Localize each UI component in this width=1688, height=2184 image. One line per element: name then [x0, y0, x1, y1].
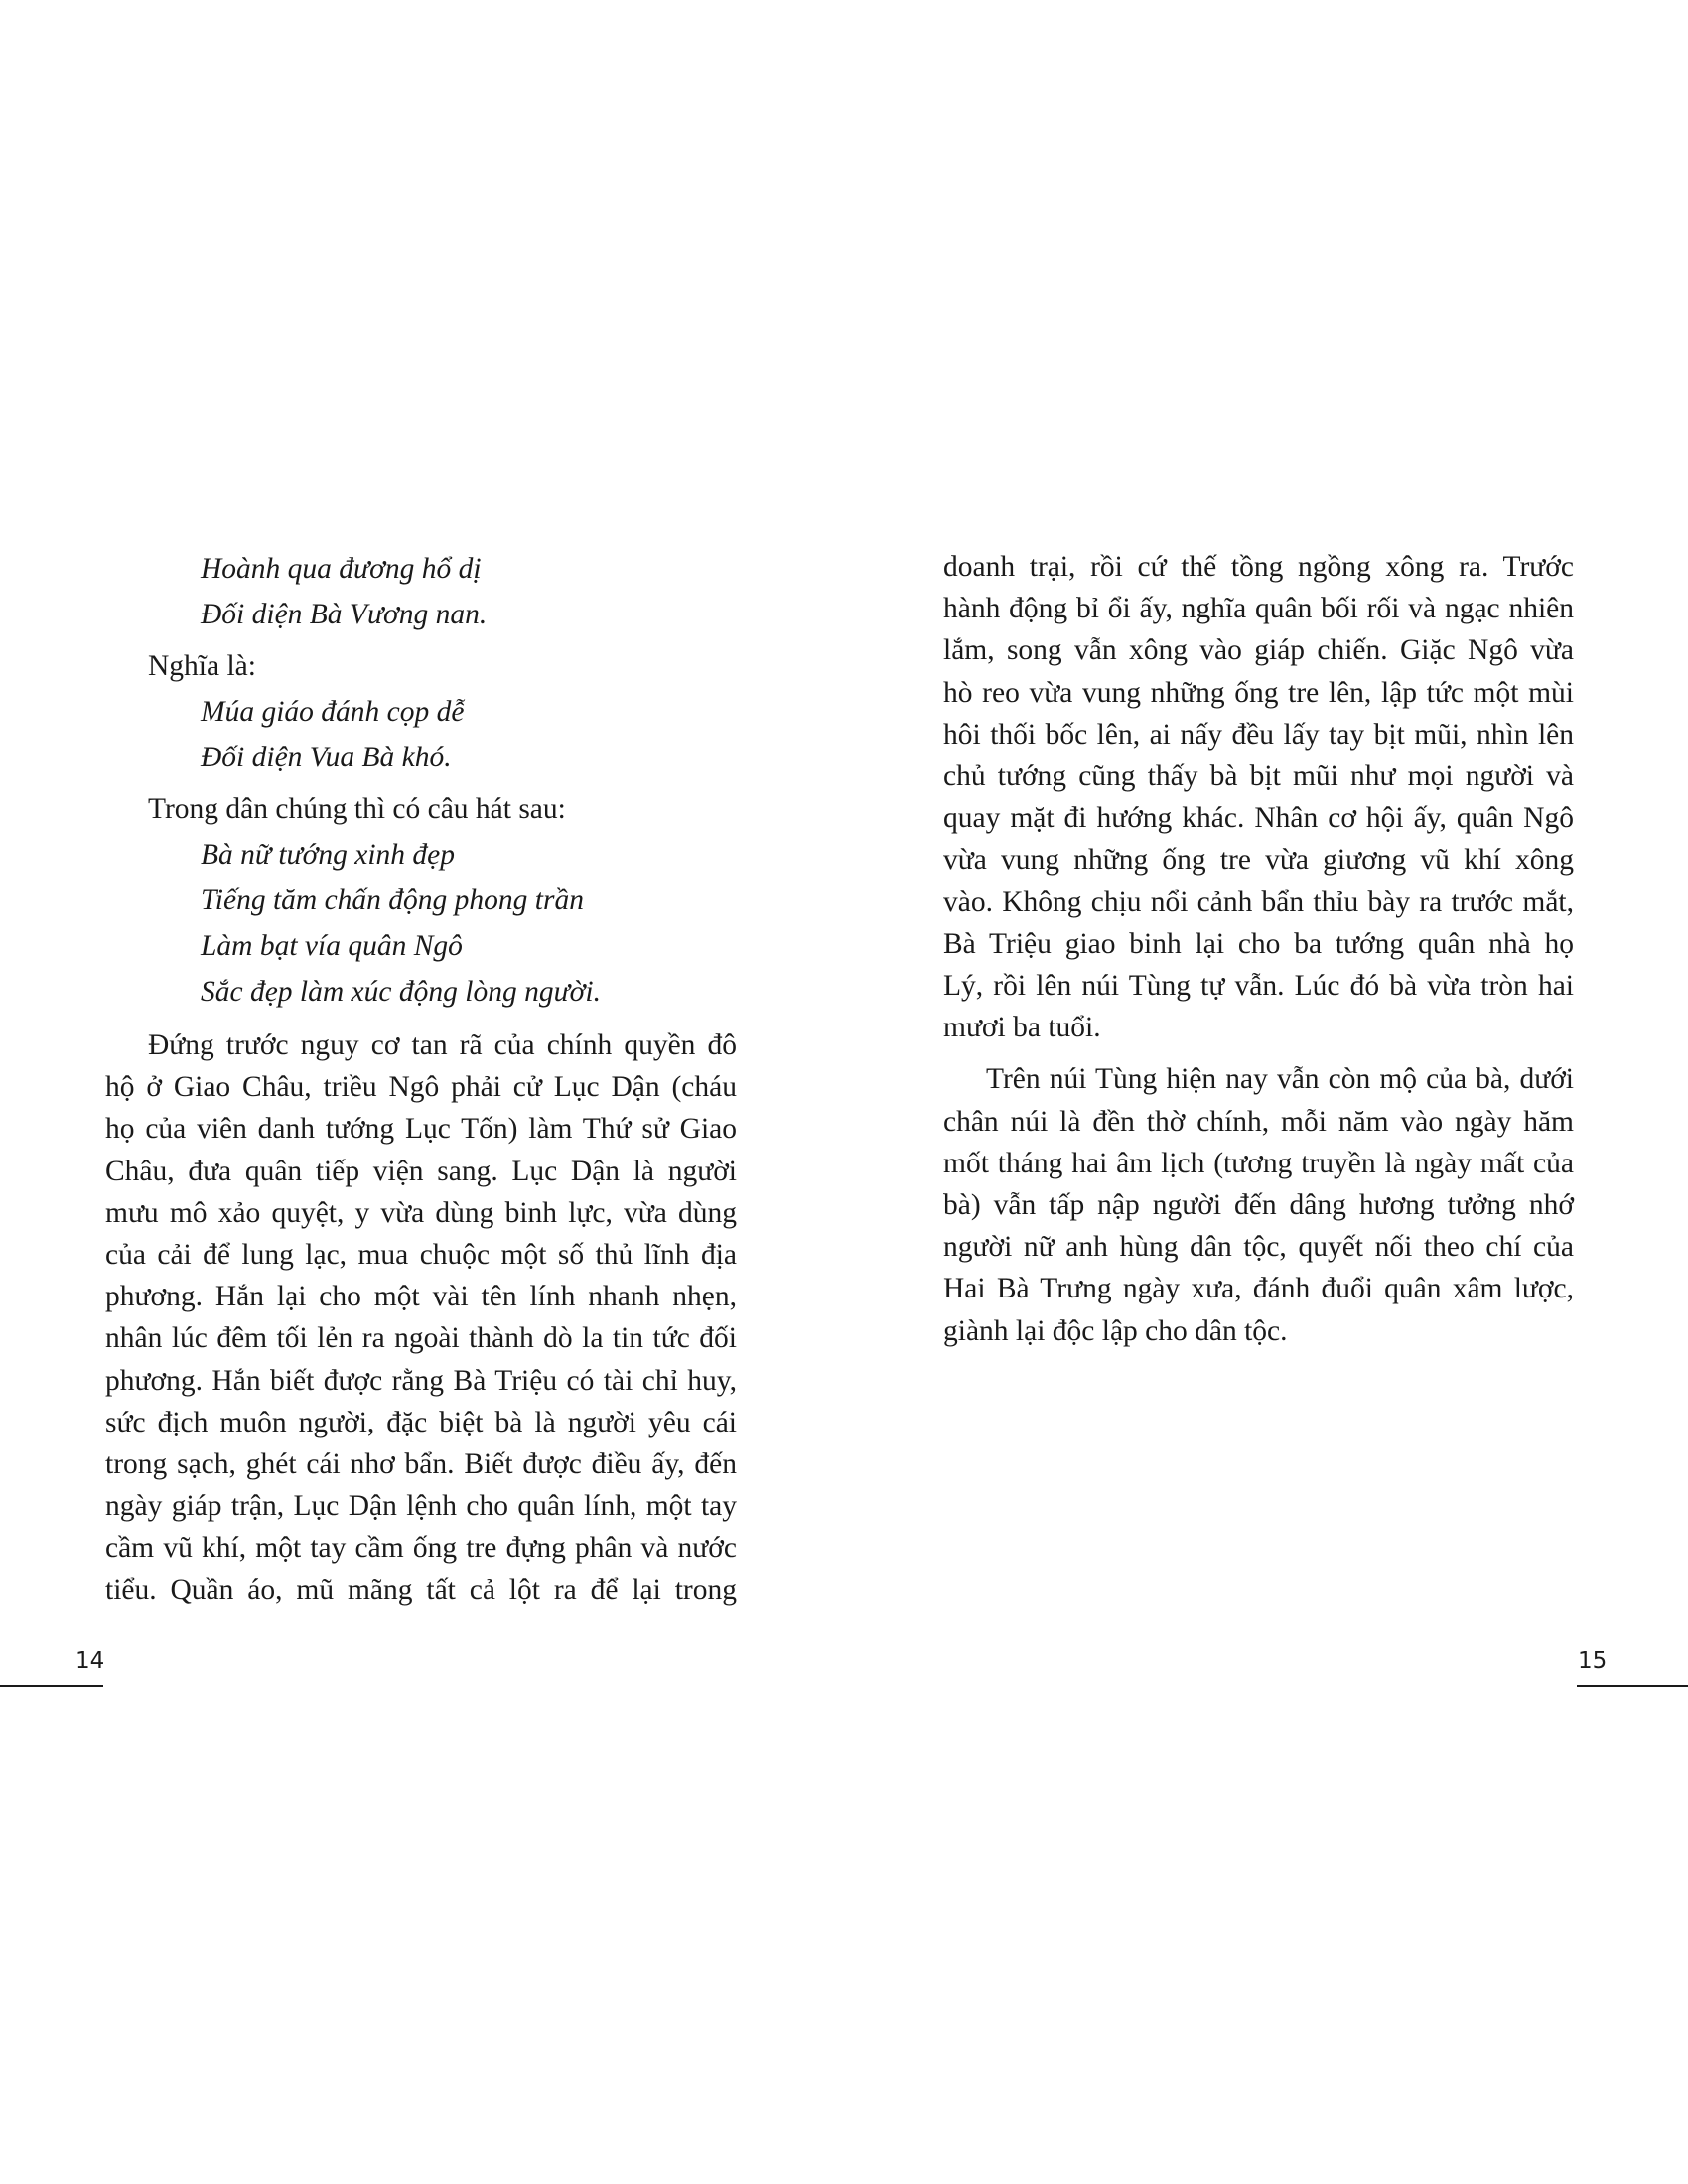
right-page: [943, 546, 1574, 1352]
verse-intro: Nghĩa là:: [148, 650, 256, 682]
body-line: sức địch muôn người, đặc biệt bà là người yêu cái: [105, 1406, 737, 1438]
body-line: hộ ở Giao Châu, triều Ngô phải cử Lục Dận (cháu: [105, 1071, 737, 1104]
body-line: Trên núi Tùng hiện nay vẫn còn mộ của bà, dưới: [986, 1063, 1574, 1096]
body-line: hành động bỉ ổi ấy, nghĩa quân bối rối và ngạc nhiên: [943, 593, 1574, 625]
body-line: người nữ anh hùng dân tộc, quyết nối theo chí của: [943, 1231, 1574, 1264]
body-line: chân núi là đền thờ chính, mỗi năm vào ngày hăm: [943, 1105, 1574, 1138]
body-line: giành lại độc lập cho dân tộc.: [943, 1314, 1288, 1347]
verse-line: Tiếng tăm chấn động phong trần: [201, 885, 584, 916]
verse-line: Đối diện Bà Vương nan.: [201, 599, 488, 630]
body-line: quay mặt đi hướng khác. Nhân cơ hội ấy, quân Ngô: [943, 802, 1574, 835]
verse-line: Hoành qua đương hổ dị: [201, 553, 482, 585]
verse-line: Làm bạt vía quân Ngô: [201, 930, 463, 962]
verse-line: Múa giáo đánh cọp dễ: [201, 696, 465, 728]
body-line: họ của viên danh tướng Lục Tốn) làm Thứ sử Giao: [105, 1113, 737, 1146]
body-line: Châu, đưa quân tiếp viện sang. Lục Dận là người: [105, 1155, 737, 1187]
verse-line: Bà nữ tướng xinh đẹp: [201, 839, 456, 871]
body-line: lắm, song vẫn xông vào giáp chiến. Giặc Ngô vừa: [943, 634, 1574, 667]
footer-rule-right: [1577, 1685, 1688, 1687]
body-line: vào. Không chịu nổi cảnh bẩn thỉu bày ra trước mắt,: [943, 886, 1574, 918]
page-number-right: 15: [1578, 1648, 1608, 1674]
verse-line: Đối diện Vua Bà khó.: [201, 742, 452, 773]
verse-line: Sắc đẹp làm xúc động lòng người.: [201, 976, 601, 1008]
body-line: Lý, rồi lên núi Tùng tự vẫn. Lúc đó bà vừa tròn hai: [943, 970, 1574, 1003]
body-line: mốt tháng hai âm lịch (tương truyền là ngày mất của: [943, 1147, 1574, 1179]
footer-rule-left: [0, 1685, 103, 1687]
body-line: hôi thối bốc lên, ai nấy đều lấy tay bịt mũi, nhìn lên: [943, 718, 1574, 751]
body-line: Bà Triệu giao binh lại cho ba tướng quân nhà họ: [943, 927, 1574, 960]
body-paragraph: [105, 1024, 737, 1611]
body-line: chủ tướng cũng thấy bà bịt mũi như mọi người và: [943, 760, 1574, 793]
body-line: của cải để lung lạc, mua chuộc một số thủ lĩnh địa: [105, 1239, 737, 1272]
body-line: nhân lúc đêm tối lẻn ra ngoài thành dò la tin tức đối: [105, 1322, 737, 1355]
page-number-left: 14: [75, 1648, 105, 1674]
body-line: ngày giáp trận, Lục Dận lệnh cho quân lính, một tay: [105, 1490, 737, 1523]
left-page: [105, 546, 737, 1611]
body-line: vừa vung những ống tre vừa giương vũ khí xông: [943, 844, 1574, 877]
verse-intro: Trong dân chúng thì có câu hát sau:: [148, 793, 566, 825]
body-line: mưu mô xảo quyệt, y vừa dùng binh lực, vừa dùng: [105, 1196, 737, 1229]
body-line: trong sạch, ghét cái nhơ bẩn. Biết được điều ấy, đến: [105, 1448, 737, 1481]
body-line: Đứng trước nguy cơ tan rã của chính quyền đô: [148, 1029, 737, 1061]
verse-block-2: [105, 689, 737, 780]
body-line: tiểu. Quần áo, mũ mãng tất cả lột ra để lại trong: [105, 1573, 737, 1606]
verse-block-1: [105, 546, 737, 637]
body-line: doanh trại, rồi cứ thế tồng ngồng xông ra. Trước: [943, 551, 1574, 583]
body-paragraph: [943, 1058, 1574, 1351]
body-line: bà) vẫn tấp nập người đến dâng hương tưởng nhớ: [943, 1189, 1574, 1222]
body-line: hò reo vừa vung những ống tre lên, lập tức một mùi: [943, 676, 1574, 709]
body-paragraph: [943, 546, 1574, 1048]
body-line: Hai Bà Trưng ngày xưa, đánh đuổi quân xâm lược,: [943, 1273, 1574, 1305]
body-line: phương. Hắn lại cho một vài tên lính nhanh nhẹn,: [105, 1281, 737, 1313]
body-line: mươi ba tuổi.: [943, 1012, 1101, 1044]
verse-block-3: [105, 832, 737, 1015]
body-line: cầm vũ khí, một tay cầm ống tre đựng phân và nước: [105, 1532, 737, 1565]
body-line: phương. Hắn biết được rằng Bà Triệu có tài chỉ huy,: [105, 1364, 737, 1397]
